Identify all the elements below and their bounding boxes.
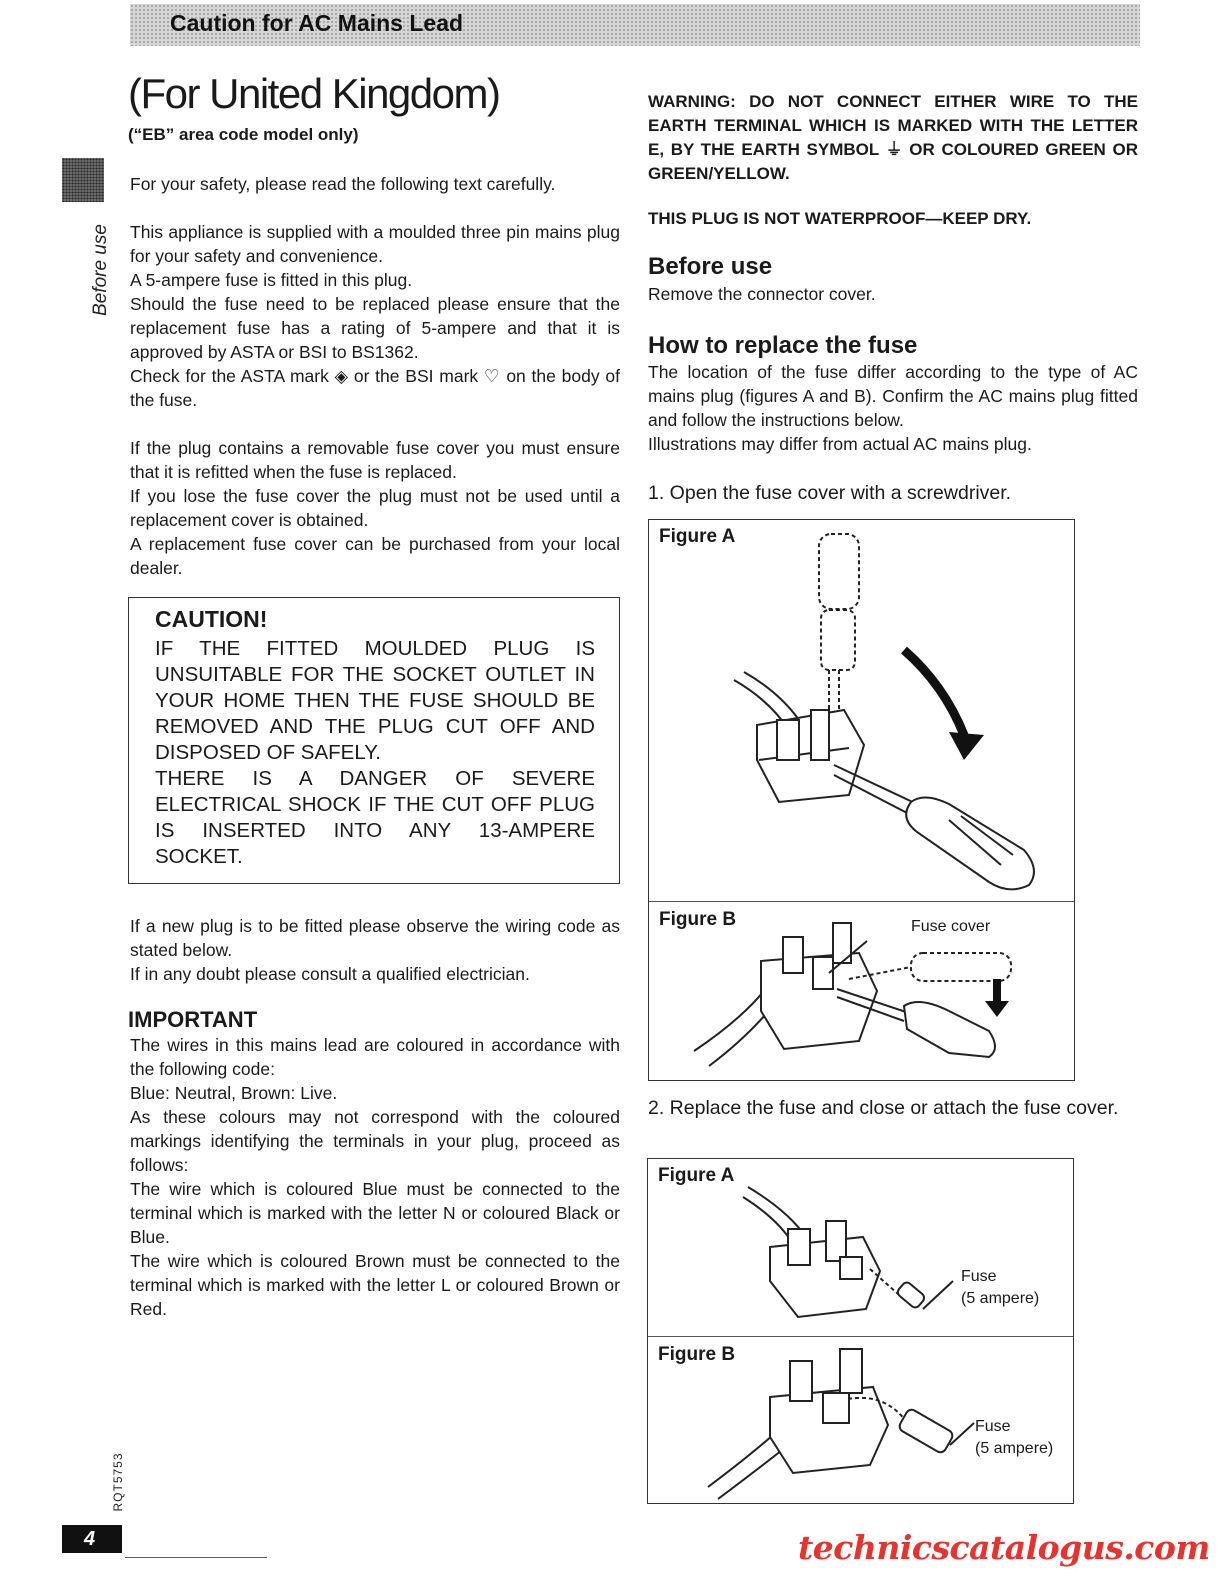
fuse-cover-callout: Fuse cover [911, 918, 991, 935]
page-number: 4 [62, 1525, 122, 1553]
replace-fuse-line: Illustrations may differ from actual AC mains plug. [648, 434, 1032, 454]
fuse-cover-line: If you lose the fuse cover the plug must not be used until a replacement cover is obtained. [130, 486, 620, 530]
intro-text: For your safety, please read the following text carefully. [130, 174, 556, 194]
figure-a-label: Figure A [659, 526, 736, 547]
side-tab-marker [62, 158, 104, 202]
replace-fuse-line: The location of the fuse differ according to the type of AC mains plug (figures A and B). Confirm the AC mains plug fitted and follow the instructions below. [648, 362, 1138, 430]
caution-box [128, 597, 620, 884]
plug-fuse-cover-illustration [649, 901, 1074, 1081]
plug-fuse-a-illustration [648, 1159, 1073, 1335]
page-heading: (For United Kingdom) [128, 70, 500, 117]
fuse-info-line: This appliance is supplied with a moulded three pin mains plug for your safety and convenience. [130, 222, 620, 266]
figure-box-step2 [647, 1158, 1074, 1504]
fuse-cover-line: A replacement fuse cover can be purchased from your local dealer. [130, 534, 620, 578]
section-header-bar [130, 4, 1140, 46]
side-tab-label: Before use [90, 224, 111, 316]
important-heading: IMPORTANT [128, 1007, 258, 1032]
footer-link-underline [125, 1557, 267, 1558]
waterproof-warning: THIS PLUG IS NOT WATERPROOF—KEEP DRY. [648, 209, 1032, 228]
figure-box-step1 [648, 519, 1075, 1081]
important-line: As these colours may not correspond with the coloured markings identifying the terminals in your plug, proceed as follows: [130, 1107, 620, 1175]
caution-text: IF THE FITTED MOULDED PLUG IS UNSUITABLE FOR THE SOCKET OUTLET IN YOUR HOME THEN THE FUSE SHOULD BE REMOVED AND THE PLUG CUT OFF AND DISPOSED OF SAFELY. [155, 637, 595, 764]
step-1: 1. Open the fuse cover with a screwdriver. [648, 482, 1012, 504]
earth-warning: WARNING: DO NOT CONNECT EITHER WIRE TO THE EARTH TERMINAL WHICH IS MARKED WITH THE LETTER E, BY THE EARTH SYMBOL ⏚ OR COLOURED GREEN OR GREEN/YELLOW. [648, 92, 1138, 183]
site-watermark: technicscatalogus.com [798, 1528, 1210, 1567]
replace-fuse-text [648, 360, 1138, 456]
caution-text-2: THERE IS A DANGER OF SEVERE ELECTRICAL SHOCK IF THE CUT OFF PLUG IS INSERTED INTO ANY 13-AMPERE SOCKET. [155, 767, 595, 868]
before-use-heading: Before use [648, 253, 773, 280]
important-line: The wires in this mains lead are coloured in accordance with the following code: [130, 1035, 620, 1079]
caution-body [155, 636, 595, 870]
fuse-rating: (5 ampere) [975, 1440, 1054, 1457]
important-line: Blue: Neutral, Brown: Live. [130, 1083, 338, 1103]
plug-fuse-b-illustration [648, 1337, 1073, 1503]
page-subheading: (“EB” area code model only) [128, 125, 359, 144]
fuse-info-paragraph [130, 220, 620, 412]
wiring-note-line: If in any doubt please consult a qualified electrician. [130, 964, 530, 984]
fuse-cover-line: If the plug contains a removable fuse cover you must ensure that it is refitted when the fuse is replaced. [130, 438, 620, 482]
section-title: Caution for AC Mains Lead [170, 10, 464, 36]
figure-b-label: Figure B [658, 1344, 736, 1365]
wiring-note-line: If a new plug is to be fitted please observe the wiring code as stated below. [130, 916, 620, 960]
fuse-info-line: Should the fuse need to be replaced please ensure that the replacement fuse has a rating of 5-ampere and that it is approved by ASTA or BSI to BS1362. [130, 294, 620, 362]
figure-a-label: Figure A [658, 1165, 735, 1186]
model-code: RQT5753 [111, 1452, 125, 1512]
fuse-rating: (5 ampere) [961, 1290, 1040, 1307]
important-line: The wire which is coloured Brown must be connected to the terminal which is marked with the letter L or coloured Brown or Red. [130, 1251, 620, 1319]
before-use-text: Remove the connector cover. [648, 284, 876, 304]
caution-title: CAUTION! [155, 606, 268, 632]
important-text [130, 1033, 620, 1321]
fuse-info-line: A 5-ampere fuse is fitted in this plug. [130, 270, 413, 290]
figure-b-label: Figure B [659, 909, 737, 930]
fuse-label: Fuse [961, 1268, 997, 1285]
fuse-label: Fuse [975, 1418, 1011, 1435]
fuse-info-line: Check for the ASTA mark ◈ or the BSI mark ♡ on the body of the fuse. [130, 366, 620, 410]
step-2: 2. Replace the fuse and close or attach the fuse cover. [648, 1097, 1119, 1119]
plug-screwdriver-illustration [649, 520, 1074, 900]
wiring-note [130, 914, 620, 986]
fuse-cover-paragraph [130, 436, 620, 580]
important-line: The wire which is coloured Blue must be connected to the terminal which is marked with the letter N or coloured Black or Blue. [130, 1179, 620, 1247]
replace-fuse-heading: How to replace the fuse [648, 332, 918, 359]
